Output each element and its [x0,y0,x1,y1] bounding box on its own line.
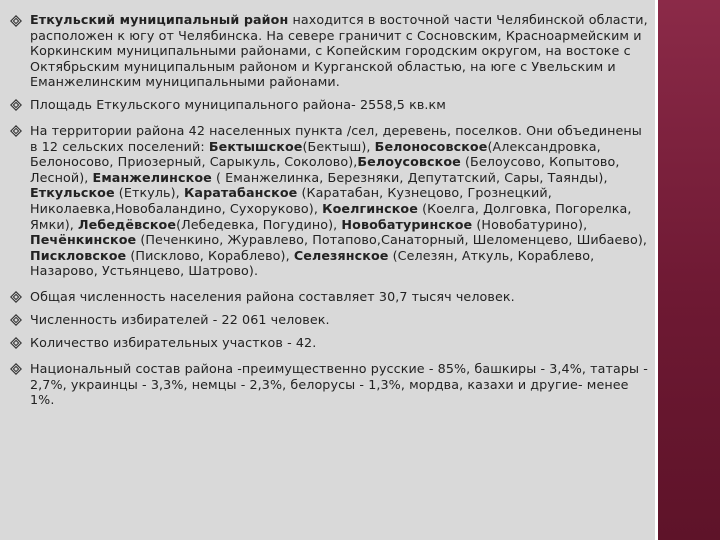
list-item [10,289,648,305]
list-item-text [30,12,648,90]
settlement-name: Новобатуринское [341,216,473,232]
list-item [10,97,648,113]
list-item-text [30,97,648,113]
settlement-name: Лебедёвское [78,216,177,232]
diamond-bullet-icon [10,313,30,328]
settlement-name: Писклов [30,247,93,263]
text-run: (Александровка, Белоносово, Приозерный, Сарыкуль, Соколово), [30,138,601,170]
side-decorative-panel [658,0,720,540]
text-run: На территории района 42 населенных пункта /сел, деревень, поселков. Они объединены в 12 сельских поселений: [30,122,642,154]
list-item-text [30,312,648,328]
diamond-bullet-icon [10,290,30,305]
text-run: (Еткуль), [114,185,184,201]
text-run: (Новобатурино), [472,216,588,232]
list-item-text [30,361,648,408]
settlement-name: Белоусовское [357,154,461,170]
diamond-bullet-icon [10,124,30,139]
settlement-name: Еманжелинское [92,169,212,185]
text-run: (Бектыш), [302,138,375,154]
settlement-name: Печёнкинское [30,232,137,248]
text-run: (Лебедевка, Погудино), [176,216,342,232]
text-run: Численность избирателей - 22 061 человек. [30,311,330,327]
text-run: (Селезян, Аткуль, Кораблево, Назарово, Устьянцево, Шатрово). [30,247,595,279]
settlement-name: Еткульский муниципальный район [30,12,289,27]
text-run: (Белоусово, Копытово, Лесной), [30,154,620,185]
list-item [10,335,648,351]
settlement-name: Еткульское [30,185,115,201]
text-run: (Коелга, Долговка, Погорелка, Ямки), [30,200,632,232]
settlement-name: Белоносовское [374,138,488,154]
diamond-bullet-icon [10,362,30,377]
settlement-name: Коелгинское [322,200,418,216]
text-run: (Печенкино, Журавлево, Потапово,Санаторный, Шеломенцево, Шибаево), [136,232,648,248]
text-run: Общая численность населения района составляет 30,7 тысяч человек. [30,288,515,304]
list-item-text [30,335,648,351]
list-item-text [30,289,648,305]
diamond-bullet-icon [10,336,30,351]
text-run: (Каратабан, Кузнецово, Грознецкий, Николаевка,Новобаландино, Сухоруково), [30,185,552,216]
text-run: находится в восточной части Челябинской области, расположен к югу от Челябинска. На севере граничит с Сосновским, Красноармейским и Коркинским муниципальными районами, с Копейским городским округом, на востоке с Октябрьским муниципальным районом и Курганской областью, на юге с Увельским и Еманжелинским муниципальными районами. [30,12,648,90]
settlement-name: Бектышское [208,138,303,154]
diamond-bullet-icon [10,13,30,28]
list-item [10,361,648,408]
text-run: Площадь Еткульского муниципального района- 2558,5 кв.км [30,96,446,112]
list-item [10,12,648,90]
diamond-bullet-icon [10,98,30,113]
bullet-list [10,12,648,408]
list-item [10,123,648,279]
settlement-name: ское [92,247,127,263]
text-run: (Пискловo, Кораблево), [126,247,294,263]
list-item [10,312,648,328]
text-run: Количество избирательных участков - 42. [30,334,317,350]
text-run: Национальный состав района -преимущественно русские - 85%, башкиры - 3,4%, татары - 2,7%, украинцы - 3,3%, немцы - 2,3%, белорусы - 1,3%, мордва, казахи и другие- менее 1%. [30,360,648,408]
settlement-name: Селезянское [293,247,389,263]
list-item-text [30,123,648,279]
settlement-name: Каратабанское [183,185,298,201]
text-run: ( Еманжелинка, Березняки, Депутатский, Сары, Таянды), [211,169,608,185]
